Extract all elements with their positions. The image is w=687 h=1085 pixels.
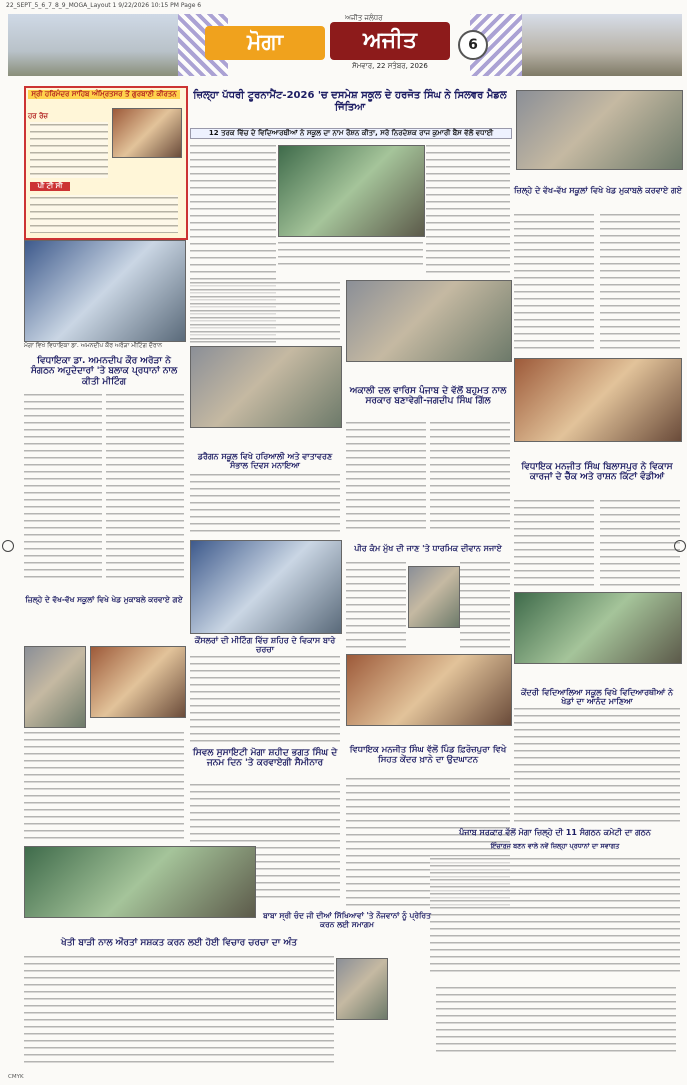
meeting-photo <box>24 240 186 342</box>
headline-lead: ਜ਼ਿਲ੍ਹਾ ਪੱਧਰੀ ਟੂਰਨਾਮੈਂਟ-2026 'ਚ ਦਸਮੇਸ਼ ਸਕੂਲ ਦੇ ਹਰਜੋਤ ਸਿੰਘ ਨੇ ਸਿਲਵਰ ਮੈਡਲ ਜਿੱਤਿਆ <box>193 90 507 113</box>
advert-text-2 <box>30 195 178 233</box>
page-number: 6 <box>458 30 488 60</box>
headline-baba-sri-chand: ਬਾਬਾ ਸ੍ਰੀ ਚੰਦ ਜੀ ਦੀਆਂ ਸਿੱਖਿਆਵਾਂ 'ਤੇ ਨੌਜਵਾਨਾਂ ਨੂੰ ਪ੍ਰੇਰਿਤ ਕਰਨ ਲਈ ਸਮਾਗਮ <box>263 911 431 929</box>
headline-dragon-school: ਡਰੈਗਨ ਸਕੂਲ ਵਿਖੇ ਹਰਿਆਲੀ ਅਤੇ ਵਾਤਾਵਰਣ ਸੰਭਾਲ ਦਿਵਸ ਮਨਾਇਆ <box>197 452 333 471</box>
lead-photo-students <box>278 145 425 237</box>
bilaspur-body-col2 <box>600 498 680 588</box>
section-name: ਮੋਗਾ <box>205 26 325 60</box>
akali-body-col1 <box>346 420 426 530</box>
registration-mark-left <box>2 540 14 552</box>
right-body-1 <box>514 212 594 352</box>
kv-body <box>514 706 680 824</box>
peer-body <box>346 560 406 650</box>
advert-text <box>30 122 108 178</box>
paper-name: ਅਜੀਤ <box>330 22 450 60</box>
lead-body-col3 <box>426 143 510 273</box>
left-lower-body <box>24 730 184 840</box>
speaker-portrait <box>336 958 388 1020</box>
print-footer: CMYK <box>8 1074 24 1080</box>
headline-civil-society: ਸਿਵਲ ਸੁਸਾਇਟੀ ਮੋਗਾ ਸ਼ਹੀਦ ਭਗਤ ਸਿੰਘ ਦੇ ਜਨਮ ਦਿਨ 'ਤੇ ਕਰਵਾਏਗੀ ਸੈਮੀਨਾਰ <box>192 748 338 769</box>
issue-date: ਸੋਮਵਾਰ, 22 ਸਤੰਬਰ, 2026 <box>352 62 428 70</box>
councillors-body <box>190 654 340 744</box>
tree-planting-photo <box>190 346 342 428</box>
center-body-a <box>190 280 340 340</box>
bilaspur-body-col1 <box>514 498 594 588</box>
advert-channel: ਪੀ ਟੀ ਸੀ <box>30 182 70 191</box>
mla-body-col1 <box>24 392 102 582</box>
headline-mla-meeting: ਵਿਧਾਇਕਾ ਡਾ. ਅਮਨਦੀਪ ਕੌਰ ਅਰੋੜਾ ਨੇ ਸੰਗਠਨ ਅਹੁਦੇਦਾਰਾਂ 'ਤੇ ਬਲਾਕ ਪ੍ਰਧਾਨਾਂ ਨਾਲ ਕੀਤੀ ਮੀਟਿੰਗ <box>30 356 178 387</box>
peer-portrait <box>408 566 460 628</box>
mla-body-col2 <box>106 392 184 582</box>
right-body-2 <box>600 212 680 352</box>
headline-bilaspur: ਵਿਧਾਇਕ ਮਨਜੀਤ ਸਿੰਘ ਬਿਲਾਸਪੁਰ ਨੇ ਵਿਕਾਸ ਕਾਰਜਾਂ ਦੇ ਚੈੱਕ ਅਤੇ ਰਾਸ਼ਨ ਕਿੱਟਾਂ ਵੰਡੀਆਂ <box>521 462 673 483</box>
right-top-photo <box>516 90 683 170</box>
masthead-photo-right <box>522 14 682 76</box>
women-farming-body <box>24 954 334 1064</box>
meeting-photo-caption: ਮੋਗਾ ਵਿਖੇ ਵਿਧਾਇਕਾ ਡਾ. ਅਮਨਦੀਪ ਕੌਰ ਅਰੋੜਾ ਮੀਟਿੰਗ ਦੌਰਾਨ <box>24 342 163 349</box>
headline-right-1: ਜ਼ਿਲ੍ਹੇ ਦੇ ਵੱਖ-ਵੱਖ ਸਕੂਲਾਂ ਵਿਖੇ ਖੇਡ ਮੁਕਾਬਲੇ ਕਰਵਾਏ ਗਏ <box>514 186 682 195</box>
akali-body-col2 <box>430 420 510 530</box>
press-imprint <box>436 985 676 1055</box>
headline-women-farming: ਖੇਤੀ ਬਾੜੀ ਨਾਲ ਔਰਤਾਂ ਸਸ਼ਕਤ ਕਰਨ ਲਈ ਹੋਈ ਵਿਚਾਰ ਚਰਚਾ ਦਾ ਅੰਤ <box>61 938 297 948</box>
lead-caption-lines <box>278 240 423 270</box>
farm-photo <box>24 846 256 918</box>
headline-kv-school: ਕੇਂਦਰੀ ਵਿਦਿਆਲਿਆ ਸਕੂਲ ਵਿਖੇ ਵਿਦਿਆਰਥੀਆਂ ਨੇ ਖੇਡਾਂ ਦਾ ਆਨੰਦ ਮਾਣਿਆ <box>520 688 674 707</box>
headline-left-lower: ਜ਼ਿਲ੍ਹੇ ਦੇ ਵੱਖ-ਵੱਖ ਸਕੂਲਾਂ ਵਿਖੇ ਖੇਡ ਮੁਕਾਬਲੇ ਕਰਵਾਏ ਗਏ <box>25 595 183 604</box>
page-slug: 22_SEPT_5_6_7_8_9_MOGA_Layout 1 9/22/2026 10:15 PM Page 6 <box>6 2 202 9</box>
advert-subtitle: ਹਰ ਰੋਜ਼ <box>28 112 48 120</box>
golden-temple-photo <box>112 108 182 158</box>
dragon-body <box>190 472 340 532</box>
committee-body <box>430 856 680 976</box>
subhead-lead: 12 ਤਰਕ ਵਿੱਚ ਦੇ ਵਿਦਿਆਰਥੀਆਂ ਨੇ ਸਕੂਲ ਦਾ ਨਾਮ ਰੌਸ਼ਨ ਕੀਤਾ, ਸਰੋ ਨਿਰਦੇਸ਼ਕ ਰਾਜ ਕੁਮਾਰੀ ਬੈਂਸ ਵੱਲੋਂ ਵਧਾਈ <box>190 128 512 139</box>
portrait-man <box>24 646 86 728</box>
headline-councillors: ਕੌਂਸਲਰਾਂ ਦੀ ਮੀਟਿੰਗ ਵਿੱਚ ਸ਼ਹਿਰ ਦੇ ਵਿਕਾਸ ਬਾਰੇ ਚਰਚਾ <box>194 636 336 655</box>
gathering-photo <box>346 654 512 726</box>
headline-health-centre: ਵਿਧਾਇਕ ਮਨਜੀਤ ਸਿੰਘ ਵੱਲੋਂ ਪਿੰਡ ਫ਼ਿਰੋਜ਼ਪੁਰਾ ਵਿਖੇ ਸਿਹਤ ਕੇਂਦਰ ਖ਼ਾਨੇ ਦਾ ਉਦਘਾਟਨ <box>349 745 507 765</box>
advert-title: ਸ੍ਰੀ ਹਰਿਮੰਦਰ ਸਾਹਿਬ ਅੰਮ੍ਰਿਤਸਰ ਤੋਂ ਗੁਰਬਾਣੀ ਕੀਰਤਨ <box>28 90 180 99</box>
headline-peer: ਪੀਰ ਕੰਮ ਮੁੱਖ ਦੀ ਜਾਣ 'ਤੇ ਧਾਰਮਿਕ ਦੀਵਾਨ ਸਜਾਏ <box>354 544 502 553</box>
masthead-photo-left <box>8 14 178 76</box>
paper-tagline: ਅਜੀਤ ਜਲੰਧਰ <box>345 14 383 22</box>
headline-akali-dal: ਅਕਾਲੀ ਦਲ ਵਾਰਿਸ ਪੰਜਾਬ ਦੇ ਵੱਲੋਂ ਬਹੁਮਤ ਨਾਲ ਸਰਕਾਰ ਬਣਾਵੇਗੀ-ਜਗਦੀਪ ਸਿੰਘ ਗਿੱਲ <box>349 386 507 407</box>
peer-body-2 <box>460 560 510 650</box>
akali-photo <box>346 280 512 362</box>
subhead-committee: ਇੰਚਾਰਜ ਬਣਨ ਵਾਲੇ ਨਵੇਂ ਜ਼ਿਲ੍ਹਾ ਪ੍ਰਧਾਨਾਂ ਦਾ ਸਵਾਗਤ <box>490 842 620 850</box>
bilaspur-photo <box>514 358 682 442</box>
registration-mark-right <box>674 540 686 552</box>
kv-school-photo <box>514 592 682 664</box>
award-photo <box>90 646 186 718</box>
group-photo-center <box>190 540 342 634</box>
headline-committee: ਪੰਜਾਬ ਸਰਕਾਰ ਵੱਲੋਂ ਮੋਗਾ ਜ਼ਿਲ੍ਹੇ ਦੀ 11 ਸੰਗਠਨ ਕਮੇਟੀ ਦਾ ਗਠਨ <box>459 828 651 837</box>
